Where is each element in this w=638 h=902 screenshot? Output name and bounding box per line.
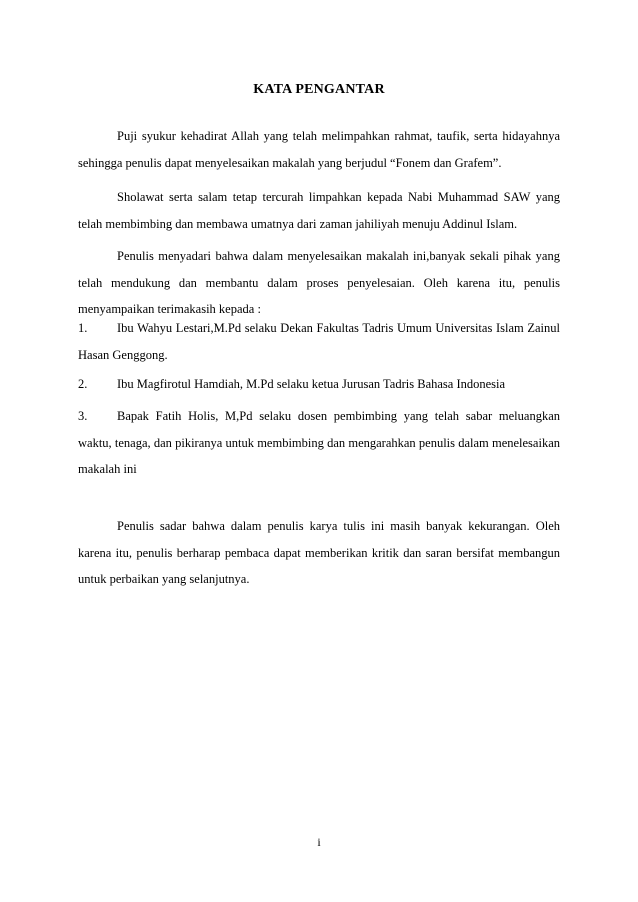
paragraph-opening: Puji syukur kehadirat Allah yang telah melimpahkan rahmat, taufik, serta hidayahnya sehingga penulis dapat menyelesaikan makalah yang berjudul “Fonem dan Grafem”. bbox=[78, 129, 560, 170]
list-item bbox=[78, 371, 560, 398]
list-item-number: 2. bbox=[78, 377, 88, 391]
list-item-number: 1. bbox=[78, 321, 88, 335]
list-item-text: Bapak Fatih Holis, M,Pd selaku dosen pembimbing yang telah sabar meluangkan waktu, tenaga, dan pikiranya untuk membimbing dan mengarahkan penulis dalam menelesaikan makalah ini bbox=[78, 409, 560, 476]
list-item-text: Ibu Magfirotul Hamdiah, M.Pd selaku ketua Jurusan Tadris Bahasa Indonesia bbox=[117, 377, 506, 391]
paragraph-closing: Penulis sadar bahwa dalam penulis karya tulis ini masih banyak kekurangan. Oleh karena itu, penulis berharap pembaca dapat memberikan kritik dan saran bersifat membangun untuk perbaikan yang selanjutnya. bbox=[78, 519, 560, 586]
list-item bbox=[78, 403, 560, 483]
list-item bbox=[78, 315, 560, 368]
paragraph-sholawat: Sholawat serta salam tetap tercurah limpahkan kepada Nabi Muhammad SAW yang telah membimbing dan membawa umatnya dari zaman jahiliyah menuju Addinul Islam. bbox=[78, 190, 560, 231]
list-item-number: 3. bbox=[78, 409, 88, 423]
page-title: KATA PENGANTAR bbox=[253, 82, 385, 97]
page-number: i bbox=[317, 835, 321, 849]
list-item-text: Ibu Wahyu Lestari,M.Pd selaku Dekan Fakultas Tadris Umum Universitas Islam Zainul Hasan Genggong. bbox=[78, 321, 560, 362]
paragraph-acknowledgement-intro: Penulis menyadari bahwa dalam menyelesaikan makalah ini,banyak sekali pihak yang telah mendukung dan membantu dalam proses penyelesaian. Oleh karena itu, penulis menyampaikan terimakasih kepada : bbox=[78, 249, 560, 316]
